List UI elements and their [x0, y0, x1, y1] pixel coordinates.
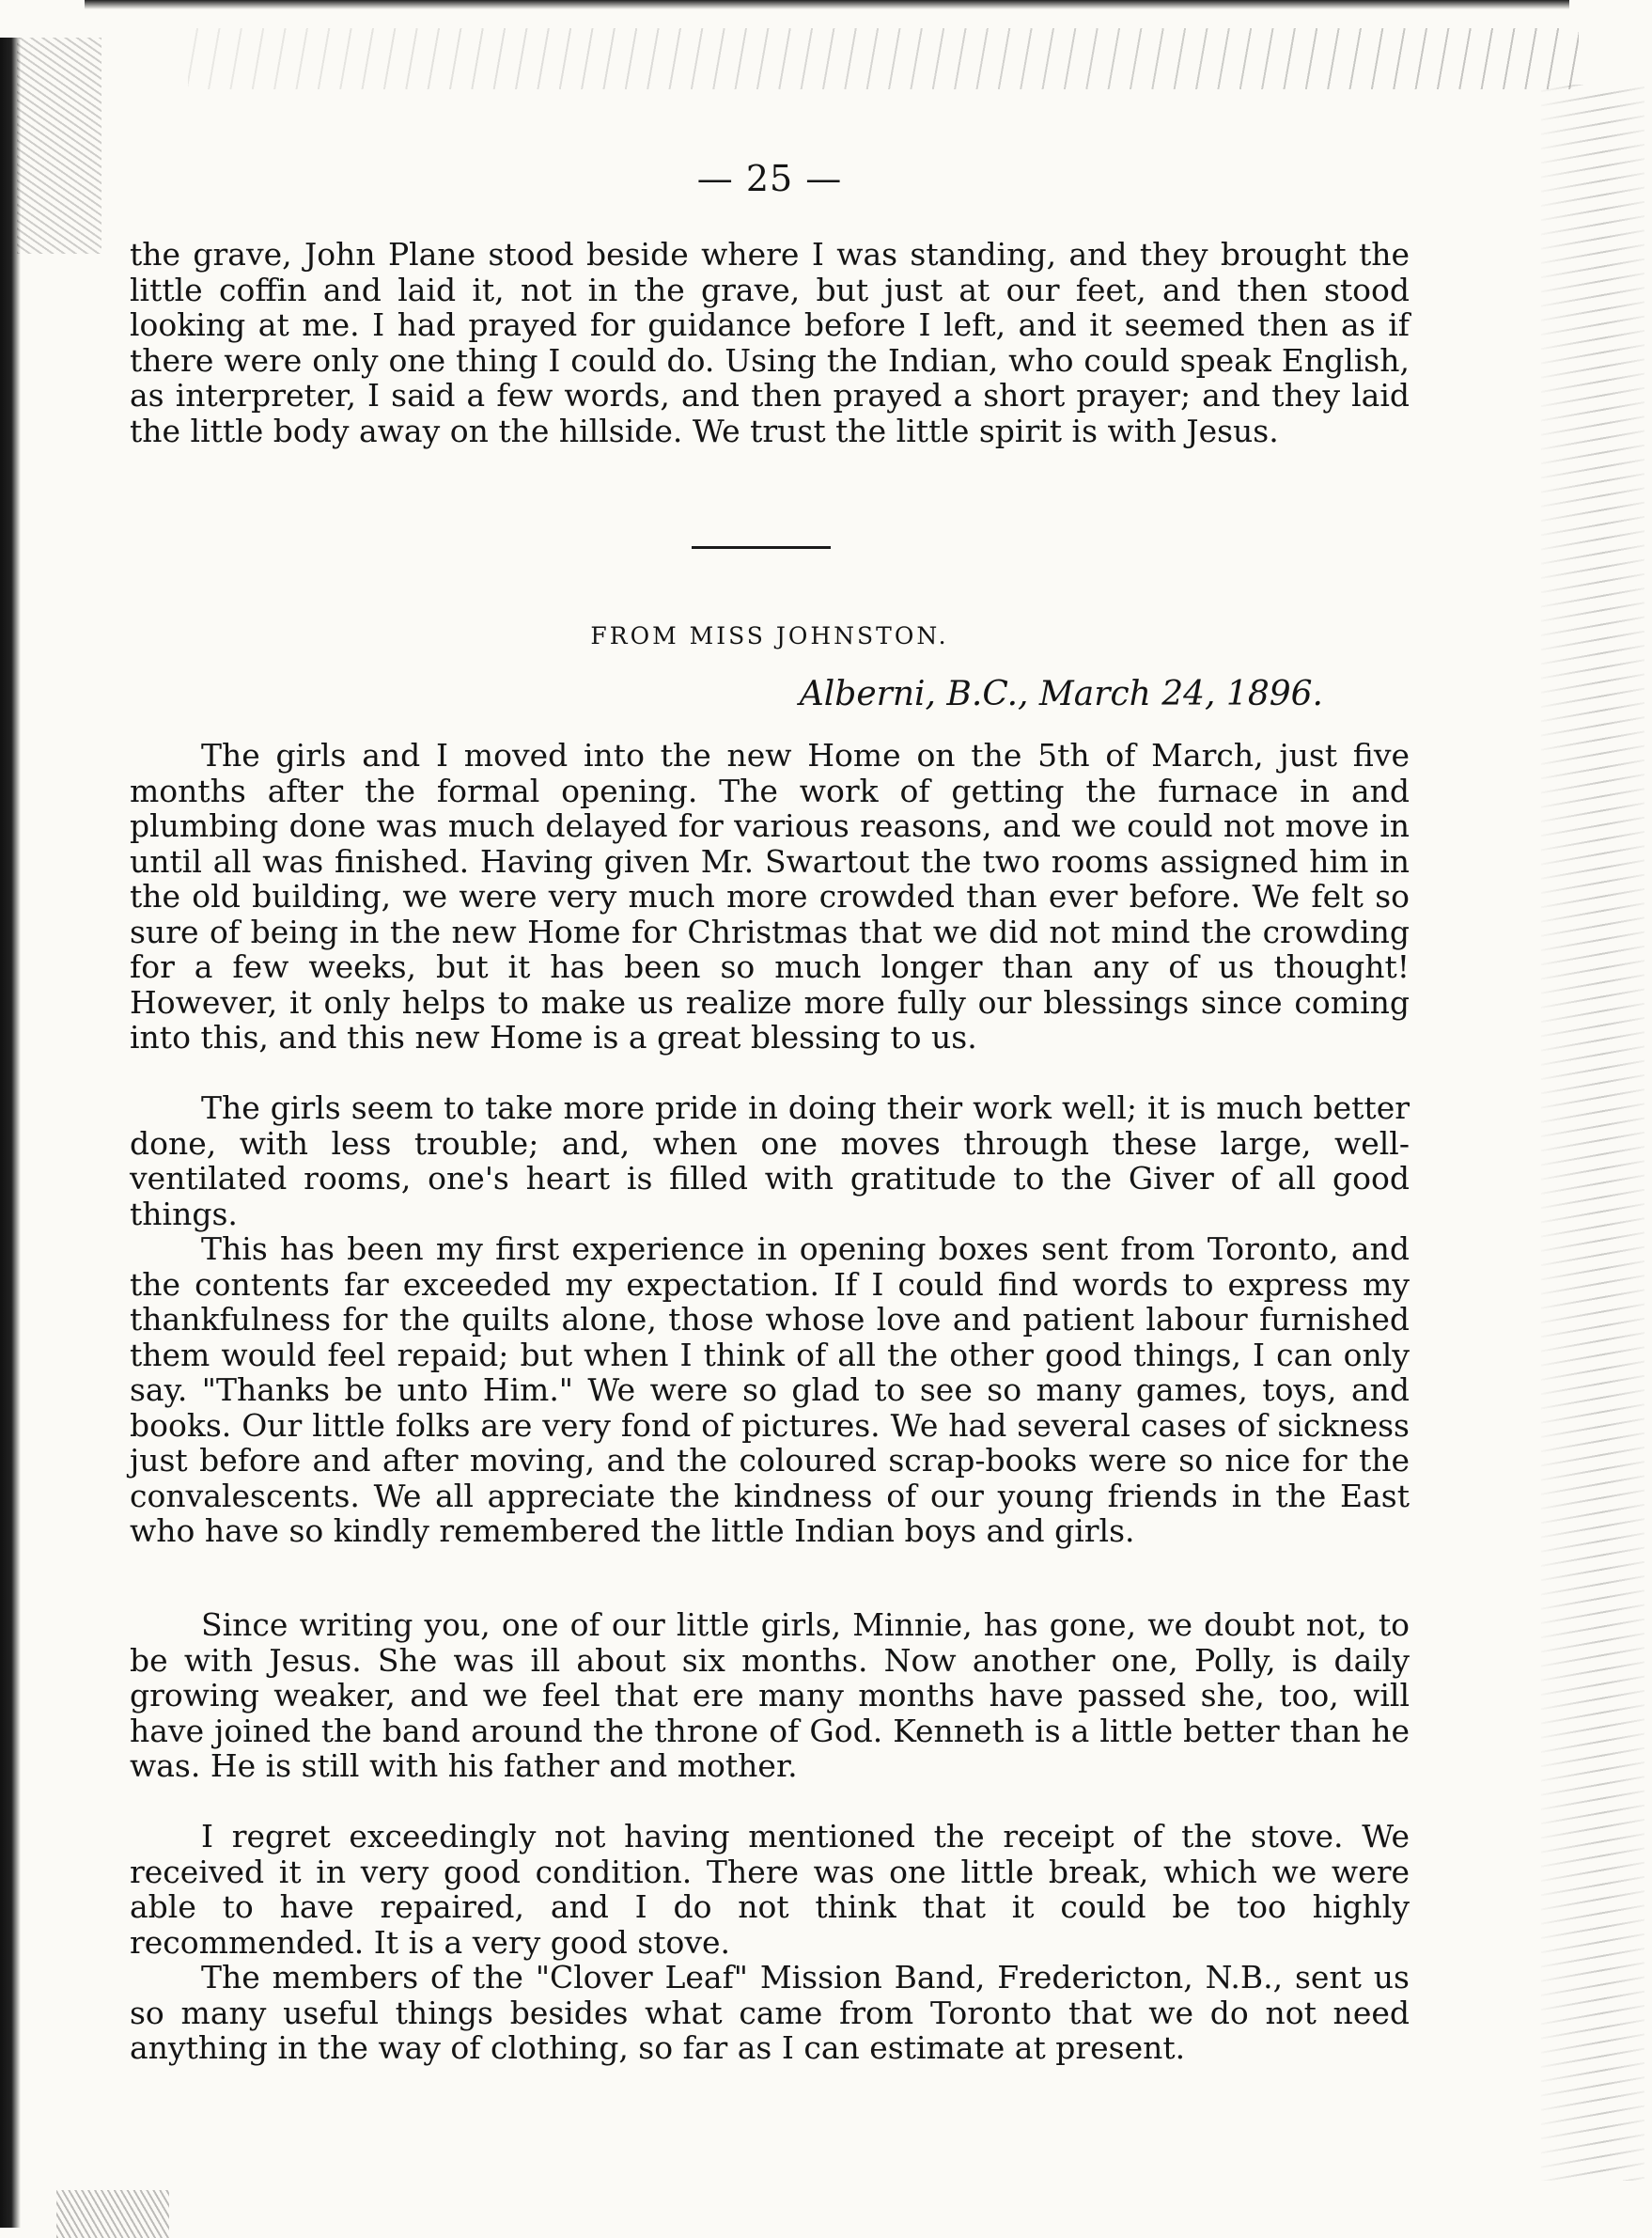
- scan-noise-right: [1541, 85, 1644, 2181]
- scan-noise-left: [17, 38, 101, 254]
- opening-paragraph: the grave, John Plane stood beside where I was standing, and they brought the little coffin and laid it, not in the grave, but just at our feet, and then stood looking at me. I had prayed for guidance before I left, and it seemed then as if there were only one thing I could do. Using the Indian, who could speak English, as interpreter, I said a few words, and then prayed a short prayer; and they laid the little body away on the hillside. We trust the little spirit is with Jesus.: [130, 236, 1410, 449]
- scan-noise-bottom: [56, 2190, 169, 2238]
- section-divider: [692, 546, 831, 549]
- scan-noise-top: [188, 28, 1579, 89]
- scan-shadow-left: [0, 38, 21, 2228]
- letter-paragraph-1: The girls and I moved into the new Home on the 5th of March, just five months after the formal opening. The work of getting the furnace in and plumbing done was much delayed for various reasons, and we could not move in until all was finished. Having given Mr. Swartout the two rooms assigned him in the old building, we were very much more crowded than ever before. We felt so sure of being in the new Home for Christmas that we did not mind the crowding for a few weeks, but it has been so much longer than any of us thought! However, it only helps to make us realize more fully our blessings since coming into this, and this new Home is a great blessing to us.: [130, 737, 1410, 1056]
- letter-paragraph-3: This has been my first experience in opening boxes sent from Toronto, and the contents far exceeded my expectation. If I could find words to express my thankfulness for the quilts alone, those whose love and patient labour furnished them would feel repaid; but when I think of all the other good things, I can only say. "Thanks be unto Him." We were so glad to see so many games, toys, and books. Our little folks are very fond of pictures. We had several cases of sickness just before and after moving, and the coloured scrap-books were so nice for the convalescents. We all appreciate the kindness of our young friends in the East who have so kindly remembered the little Indian boys and girls.: [130, 1230, 1410, 1549]
- letter-dateline: Alberni, B.C., March 24, 1896.: [799, 675, 1323, 713]
- page-number: — 25 —: [696, 158, 843, 199]
- letter-heading: FROM MISS JOHNSTON.: [590, 622, 949, 649]
- letter-paragraph-4: Since writing you, one of our little girls, Minnie, has gone, we doubt not, to be with Jesus. She was ill about six months. Now another one, Polly, is daily growing weaker, and we feel that ere many months have passed she, too, will have joined the band around the throne of God. Kenneth is a little better than he was. He is still with his father and mother.: [130, 1606, 1410, 1784]
- letter-paragraph-6: The members of the "Clover Leaf" Mission Band, Fredericton, N.B., sent us so many useful things besides what came from Toronto that we do not need anything in the way of clothing, so far as I can estimate at present.: [130, 1959, 1410, 2066]
- scan-shadow-top: [85, 0, 1569, 9]
- letter-paragraph-5: I regret exceedingly not having mentioned the receipt of the stove. We received it in very good condition. There was one little break, which we were able to have repaired, and I do not think that it could be too highly recommended. It is a very good stove.: [130, 1818, 1410, 1961]
- letter-paragraph-2: The girls seem to take more pride in doing their work well; it is much better done, with less trouble; and, when one moves through these large, well-ventilated rooms, one's heart is filled with gratitude to the Giver of all good things.: [130, 1089, 1410, 1232]
